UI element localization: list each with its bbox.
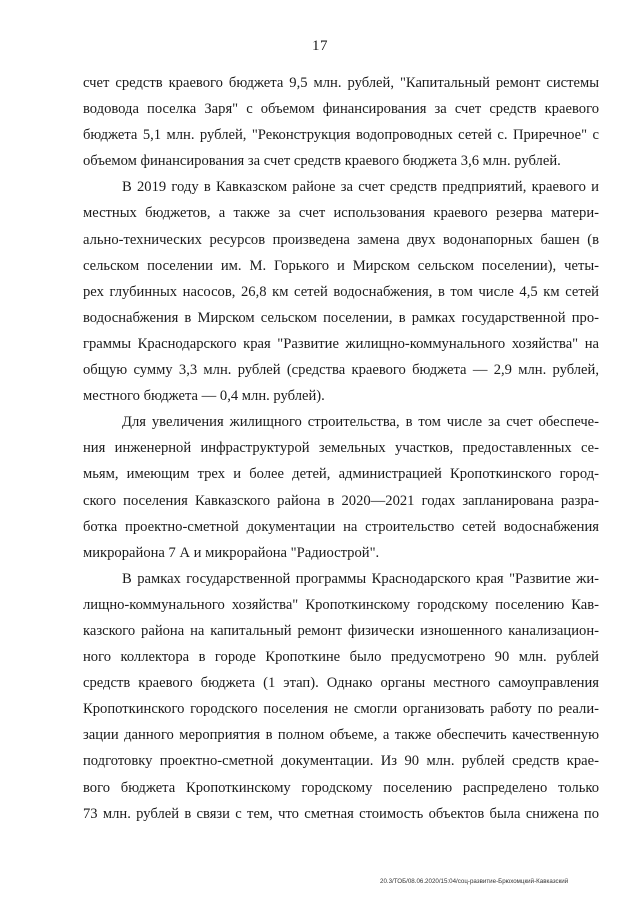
text-line: Для увеличения жилищного строительства, в том числе за счет обеспече- xyxy=(122,414,599,431)
text-line: Кропоткинского городского поселения не смогли организовать работу по реали- xyxy=(83,701,599,718)
page-number: 17 xyxy=(312,38,328,54)
paragraph xyxy=(83,566,599,827)
text-line: В 2019 году в Кавказском районе за счет средств предприятий, краевого и xyxy=(122,179,599,196)
paragraph xyxy=(83,70,599,174)
paragraph xyxy=(83,174,599,409)
text-line: подготовку проектно-сметной документации. Из 90 млн. рублей средств крае- xyxy=(83,753,599,770)
text-line: 73 млн. рублей в связи с тем, что сметная стоимость объектов была снижена по xyxy=(83,805,599,822)
text-line: водоснабжения в Мирском сельском поселении, в рамках государственной про- xyxy=(83,309,599,326)
text-line: граммы Краснодарского края "Развитие жилищно-коммунального хозяйства" на xyxy=(83,335,599,352)
text-line: казского района на капитальный ремонт физически изношенного канализацион- xyxy=(83,622,599,639)
text-line: микрорайона 7 А и микрорайона "Радиострой". xyxy=(83,544,380,561)
text-line: ботка проектно-сметной документации на строительство сетей водоснабжения xyxy=(83,518,599,535)
text-line: лищно-коммунального хозяйства" Кропоткинскому городскому поселению Кав- xyxy=(83,596,599,613)
text-line: ально-технических ресурсов произведена замена двух водонапорных башен (в xyxy=(83,231,599,248)
text-line: местных бюджетов, а также за счет использования краевого резерва матери- xyxy=(83,205,599,222)
document-body xyxy=(83,70,599,827)
document-footer: 20.3/ТОБ/08.06.2020/15:04/соц-развитие-Брюхомцкий-Кавказский xyxy=(380,878,569,885)
text-line: мьям, имеющим трех и более детей, администрацией Кропоткинского город- xyxy=(83,466,599,483)
text-line: ного коллектора в городе Кропоткине было предусмотрено 90 млн. рублей xyxy=(83,649,599,666)
text-line: общую сумму 3,3 млн. рублей (средства краевого бюджета — 2,9 млн. рублей, xyxy=(83,362,599,379)
text-line: рех глубинных насосов, 26,8 км сетей водоснабжения, в том числе 4,5 км сетей xyxy=(83,283,599,300)
text-line: вого бюджета Кропоткинскому городскому поселению распределено только xyxy=(83,779,599,796)
text-line: объемом финансирования за счет средств краевого бюджета 3,6 млн. рублей. xyxy=(83,153,561,170)
text-line: местного бюджета — 0,4 млн. рублей). xyxy=(83,388,325,405)
text-line: зации данного мероприятия в полном объеме, а также обеспечить качественную xyxy=(83,727,599,744)
text-line: ского поселения Кавказского района в 2020—2021 годах запланирована разра- xyxy=(83,492,599,509)
text-line: счет средств краевого бюджета 9,5 млн. рублей, "Капитальный ремонт системы xyxy=(83,75,599,91)
text-line: средств краевого бюджета (1 этап). Однако органы местного самоуправления xyxy=(83,675,599,692)
paragraph xyxy=(83,409,599,566)
text-line: водовода поселка Заря" с объемом финансирования за счет средств краевого xyxy=(83,101,599,118)
text-line: бюджета 5,1 млн. рублей, "Реконструкция водопроводных сетей с. Приречное" с xyxy=(83,127,599,144)
text-line: ния инженерной инфраструктурой земельных участков, предоставленных се- xyxy=(83,440,599,457)
text-line: сельском поселении им. М. Горького и Мирском сельском поселении), четы- xyxy=(83,257,599,274)
text-line: В рамках государственной программы Краснодарского края "Развитие жи- xyxy=(122,570,599,587)
